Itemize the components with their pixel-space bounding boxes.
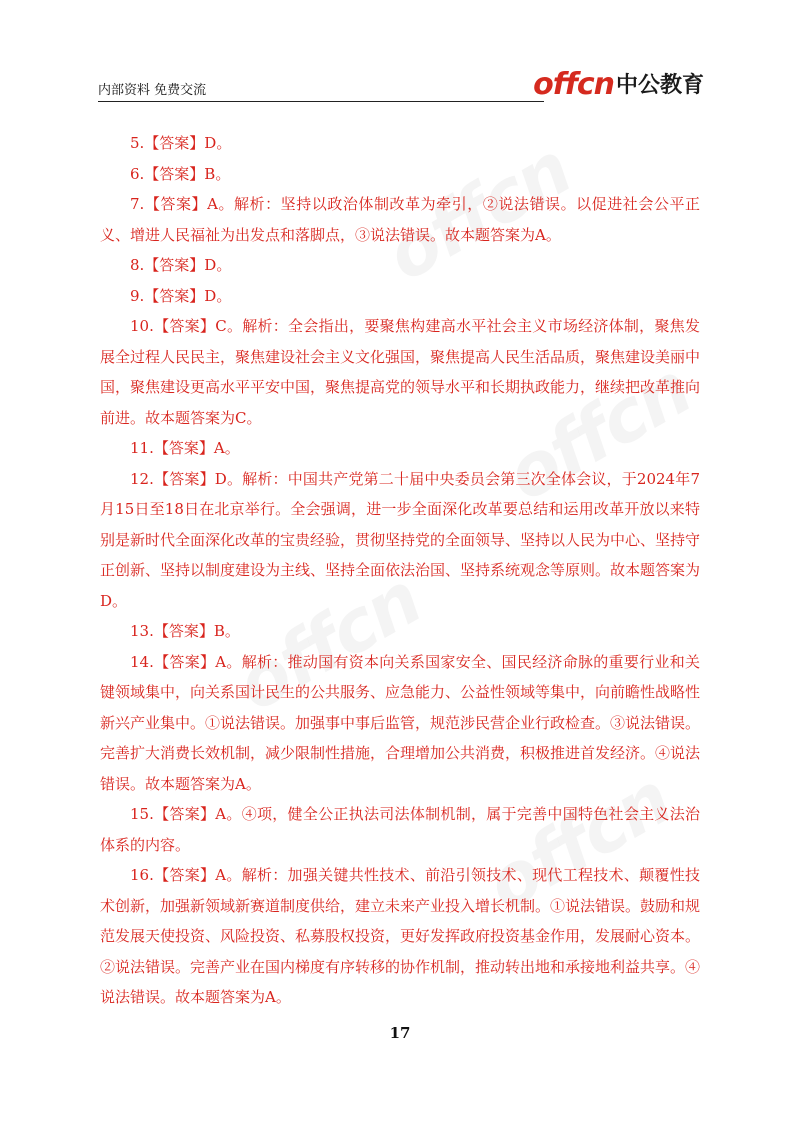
- answer-12: 12.【答案】D。解析：中国共产党第二十届中央委员会第三次全体会议，于2024年7月15日至18日在北京举行。全会强调，进一步全面深化改革要总结和运用改革开放以来特别是新时代全面深化改革的宝贵经验，贯彻坚持党的全面领导、坚持以人民为中心、坚持守正创新、坚持以制度建设为主线、坚持全面依法治国、坚持系统观念等原则。故本题答案为D。: [100, 469, 701, 610]
- answer-15: 15.【答案】A。④项，健全公正执法司法体制机制，属于完善中国特色社会主义法治体系的内容。: [100, 805, 700, 854]
- header-rule: [98, 101, 544, 102]
- answer-16: 16.【答案】A。解析：加强关键共性技术、前沿引领技术、现代工程技术、颠覆性技术创新，加强新领域新赛道制度供给，建立未来产业投入增长机制。①说法错误。鼓励和规范发展天使投资、风险投资、私募股权投资，更好发挥政府投资基金作用，发展耐心资本。②说法错误。完善产业在国内梯度有序转移的协作机制，推动转出地和承接地利益共享。④说法错误。故本题答案为A。: [100, 866, 701, 1006]
- logo-latin-text: offcn: [533, 67, 614, 102]
- answer-5: 5.【答案】D。: [130, 134, 232, 152]
- offcn-logo: [533, 64, 704, 100]
- answer-13: 13.【答案】B。: [130, 622, 240, 640]
- page-header: [98, 62, 704, 102]
- answer-7: 7.【答案】A。解析：坚持以政治体制改革为牵引，②说法错误。以促进社会公平正义、增进人民福祉为出发点和落脚点，③说法错误。故本题答案为A。: [100, 195, 700, 244]
- logo-chinese-text: 中公教育: [615, 73, 704, 98]
- answer-11: 11.【答案】A。: [130, 439, 240, 457]
- answer-9: 9.【答案】D。: [130, 286, 232, 305]
- answer-10: 10.【答案】C。解析：全会指出，要聚焦构建高水平社会主义市场经济体制，聚焦发展全过程人民民主，聚焦建设社会主义文化强国，聚焦提高人民生活品质，聚焦建设美丽中国，聚焦建设更高水平平安中国，聚焦提高党的领导水平和长期执政能力，继续把改革推向前进。故本题答案为C。: [100, 317, 701, 427]
- answer-14: 14.【答案】A。解析：推动国有资本向关系国家安全、国民经济命脉的重要行业和关键领域集中，向关系国计民生的公共服务、应急能力、公益性领域等集中，向前瞻性战略性新兴产业集中。①说法错误。加强事中事后监管，规范涉民营企业行政检查。③说法错误。完善扩大消费长效机制，减少限制性措施，合理增加公共消费，积极推进首发经济。④说法错误。故本题答案为A。: [100, 652, 701, 793]
- answer-8: 8.【答案】D。: [130, 256, 232, 274]
- answer-list: [100, 128, 700, 1013]
- header-text: 内部资料 免费交流: [98, 83, 207, 98]
- answer-6: 6.【答案】B。: [130, 164, 231, 183]
- page-number: 17: [389, 1024, 411, 1042]
